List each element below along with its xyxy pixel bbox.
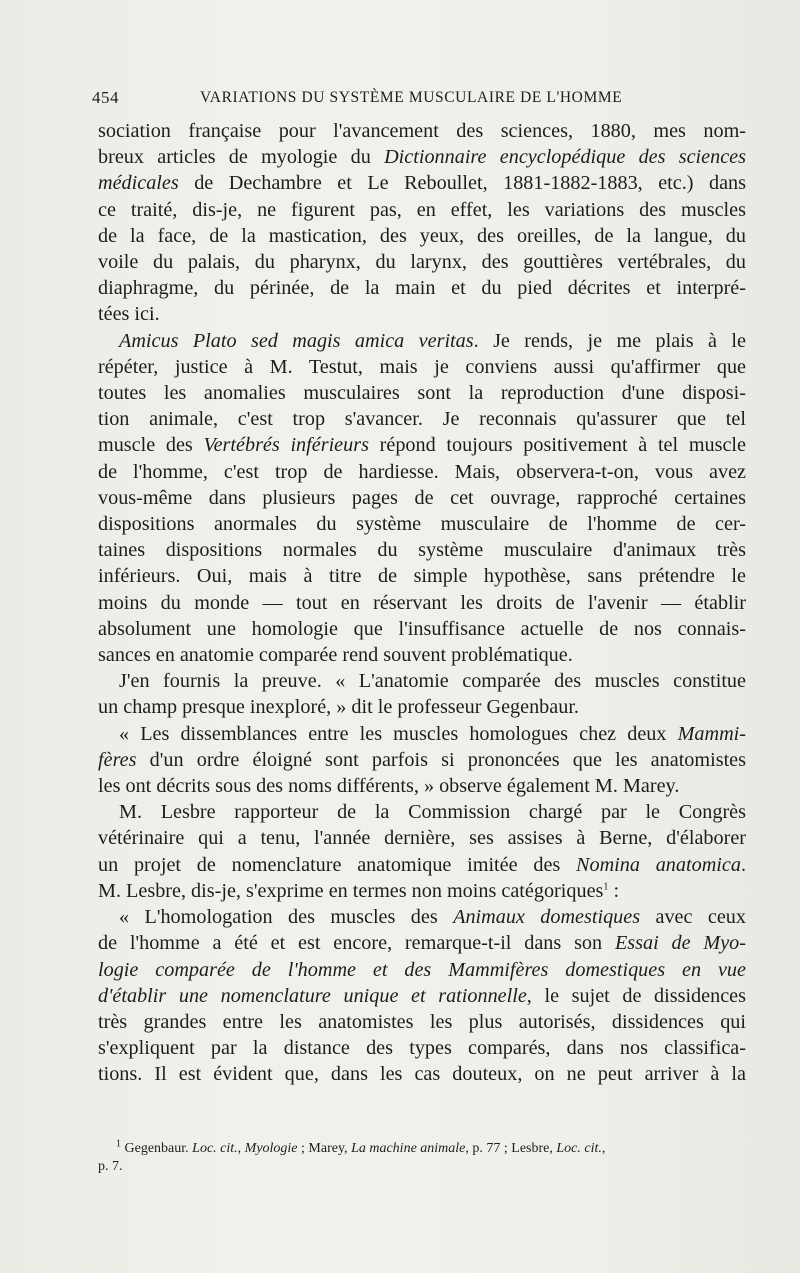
text-run: d'un ordre éloigné sont parfois si prononcées que les anatomistes: [136, 748, 746, 771]
text-line: [98, 1009, 746, 1035]
text-run: sances en anatomie comparée rend souvent problématique.: [98, 644, 573, 667]
text-line: [98, 170, 746, 196]
text-run: s'expliquent par la distance des types comparés, dans nos classifica-: [98, 1037, 746, 1060]
text-line: [98, 1061, 746, 1087]
text-line: [98, 144, 746, 170]
footnote: [98, 1140, 746, 1176]
text-line: [98, 223, 746, 249]
italic-run: Loc. cit.: [556, 1141, 602, 1156]
text-run: taines dispositions normales du système musculaire d'animaux très: [98, 539, 746, 562]
text-run: de la face, de la mastication, des yeux, des oreilles, de la langue, du: [98, 224, 746, 247]
running-title: VARIATIONS DU SYSTÈME MUSCULAIRE DE L'HOMME: [200, 89, 623, 106]
text-line: [98, 904, 746, 930]
italic-run: Myologie: [244, 1141, 298, 1156]
text-run: J'en fournis la preuve. « L'anatomie comparée des muscles constitue: [119, 670, 746, 693]
text-run: ; Marey,: [297, 1141, 352, 1156]
text-run: p. 7.: [98, 1159, 123, 1174]
text-run: toutes les anomalies musculaires sont la reproduction d'une disposi-: [98, 382, 746, 405]
text-run: moins du monde — tout en réservant les droits de l'avenir — établir: [98, 591, 746, 614]
text-line: [98, 275, 746, 301]
text-line: [98, 249, 746, 275]
text-line: [98, 1035, 746, 1061]
text-run: sociation française pour l'avancement des sciences, 1880, mes nom-: [98, 120, 746, 142]
italic-run: Mammi-: [677, 722, 746, 745]
text-line: [98, 459, 746, 485]
body-text: [98, 118, 746, 1088]
text-run: absolument une homologie que l'insuffisance actuelle de nos connais-: [98, 617, 746, 640]
italic-run: La machine animale: [351, 1141, 466, 1156]
text-line: [98, 537, 746, 563]
italic-run: Animaux domestiques: [453, 906, 641, 929]
text-run: muscle des: [98, 434, 204, 457]
text-run: inférieurs. Oui, mais à titre de simple hypothèse, sans prétendre le: [98, 565, 746, 588]
text-line: [98, 380, 746, 406]
italic-run: logie comparée de l'homme et des Mammifères domestiques en vue: [98, 958, 746, 981]
page-header: [92, 88, 742, 112]
text-line: [98, 642, 746, 668]
text-line: [98, 825, 746, 851]
footnote-marker: 1: [116, 1138, 121, 1150]
text-run: :: [608, 879, 620, 902]
text-line: [98, 852, 746, 878]
footnote-line: [98, 1140, 746, 1158]
text-run: .: [740, 853, 746, 876]
text-run: tions. Il est évident que, dans les cas douteux, on ne peut arriver à la: [98, 1063, 746, 1086]
text-line: [98, 616, 746, 642]
text-run: très grandes entre les anatomistes les plus autorisés, dissidences qui: [98, 1010, 746, 1033]
italic-run: Nomina anatomica: [576, 853, 741, 876]
text-run: vétérinaire qui a tenu, l'année dernière, ses assises à Berne, d'élaborer: [98, 827, 746, 850]
italic-run: Loc. cit.: [192, 1141, 238, 1156]
text-run: répond toujours positivement à tel muscle: [368, 434, 746, 457]
footnote-marker: 1: [603, 881, 609, 893]
text-run: avec ceux: [640, 906, 746, 929]
text-run: ce traité, dis-je, ne figurent pas, en effet, les variations des muscles: [98, 198, 746, 221]
text-line: [98, 773, 746, 799]
italic-run: fères: [98, 748, 137, 771]
text-run: voile du palais, du pharynx, du larynx, des gouttières vertébrales, du: [98, 251, 746, 274]
text-line: [98, 118, 746, 144]
text-run: de Dechambre et Le Reboullet, 1881-1882-1883, etc.) dans: [178, 172, 746, 195]
text-line: [98, 983, 746, 1009]
text-line: [98, 590, 746, 616]
text-run: un projet de nomenclature anatomique imitée des: [98, 853, 577, 876]
text-run: M. Lesbre, dis-je, s'exprime en termes non moins catégoriques: [98, 879, 604, 902]
text-line: [98, 957, 746, 983]
text-line: [98, 799, 746, 825]
text-line: [98, 668, 746, 694]
page-number: 454: [92, 88, 119, 107]
text-line: [98, 563, 746, 589]
text-line: [98, 485, 746, 511]
text-run: , p. 77 ; Lesbre,: [465, 1141, 557, 1156]
text-run: . Je rends, je me plais à le: [473, 329, 746, 352]
text-run: tées ici.: [98, 303, 160, 326]
text-run: de l'homme a été et est encore, remarque-t-il dans son: [98, 932, 615, 955]
italic-run: Essai de Myo-: [614, 932, 746, 955]
text-run: Gegenbaur.: [121, 1141, 193, 1156]
text-run: breux articles de myologie du: [98, 146, 385, 169]
text-line: [98, 328, 746, 354]
text-run: de l'homme, c'est trop de hardiesse. Mais, observera-t-on, vous avez: [98, 460, 746, 483]
text-run: M. Lesbre rapporteur de la Commission chargé par le Congrès: [119, 801, 746, 824]
text-line: [98, 197, 746, 223]
text-run: vous-même dans plusieurs pages de cet ouvrage, rapproché certaines: [98, 486, 746, 509]
text-run: répéter, justice à M. Testut, mais je conviens aussi qu'affirmer que: [98, 355, 746, 378]
text-run: « L'homologation des muscles des: [119, 906, 454, 929]
text-line: [98, 721, 746, 747]
text-run: un champ presque inexploré, » dit le professeur Gegenbaur.: [98, 696, 579, 719]
italic-run: Dictionnaire encyclopédique des sciences: [384, 146, 746, 169]
italic-run: médicales: [98, 172, 179, 195]
text-run: diaphragme, du périnée, de la main et du pied décrites et interpré-: [98, 277, 746, 300]
text-line: [98, 930, 746, 956]
footnote-line: [98, 1158, 746, 1176]
text-run: les ont décrits sous des noms différents, » observe également M. Marey.: [98, 775, 680, 798]
text-line: [98, 878, 746, 904]
text-run: ,: [237, 1141, 245, 1156]
text-line: [98, 406, 746, 432]
text-run: tion animale, c'est trop s'avancer. Je reconnais qu'assurer que tel: [98, 408, 746, 431]
italic-run: Amicus Plato sed magis amica veritas: [119, 329, 474, 352]
text-run: , le sujet de dissidences: [526, 984, 746, 1007]
text-line: [98, 694, 746, 720]
text-line: [98, 511, 746, 537]
text-line: [98, 354, 746, 380]
text-run: « Les dissemblances entre les muscles homologues chez deux: [119, 722, 678, 745]
italic-run: d'établir une nomenclature unique et rationnelle: [98, 984, 527, 1007]
text-line: [98, 301, 746, 327]
text-line: [98, 432, 746, 458]
text-line: [98, 747, 746, 773]
text-run: ,: [601, 1141, 606, 1156]
italic-run: Vertébrés inférieurs: [203, 434, 369, 457]
text-run: dispositions anormales du système musculaire de l'homme de cer-: [98, 513, 746, 536]
